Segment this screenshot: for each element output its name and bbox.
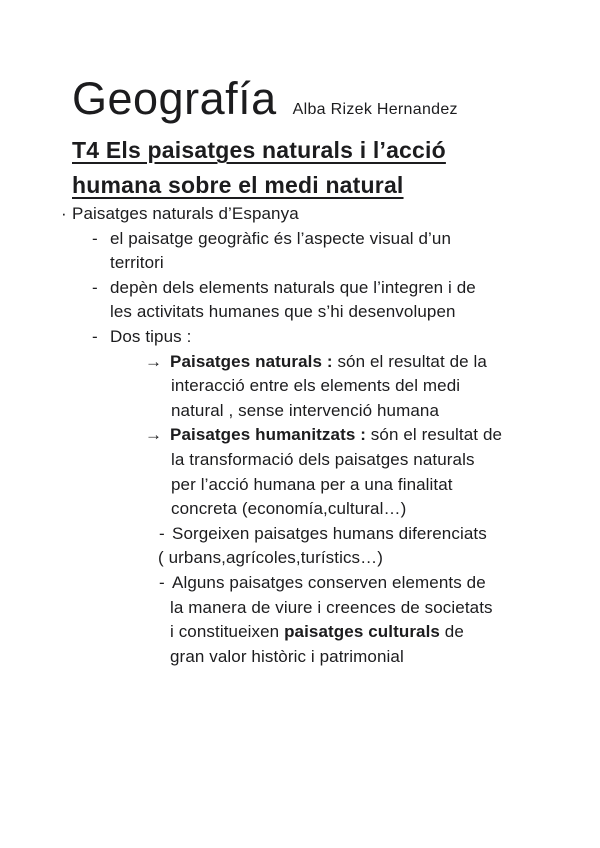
note-line [0,423,600,448]
topic-heading-line-2: humana sobre el medi natural [72,172,404,198]
note-text: són el resultat de la [332,351,487,371]
note-line [0,522,600,547]
note-text: la transformació dels paisatges naturals [171,449,475,469]
dash-marker: - [159,523,165,543]
note-text: Dos tipus : [110,326,192,346]
note-text: depèn dels elements naturals que l’integren i de [110,277,476,297]
bold-term: paisatges culturals [284,622,440,642]
bullet-marker: · [61,204,67,223]
page-title: Geografía [72,73,277,124]
note-line [0,202,600,227]
note-line [0,596,600,621]
bold-term: Paisatges naturals : [170,351,333,371]
dash-marker: - [92,228,98,248]
note-text: concreta (economía,cultural…) [171,499,407,519]
note-text: Alguns paisatges conserven elements de [172,572,486,592]
note-line [0,473,600,498]
note-line [0,571,600,596]
note-text: gran valor històric i patrimonial [170,646,404,666]
note-text: són el resultat de [365,425,503,445]
note-line [0,497,600,522]
note-line [0,251,600,276]
page-header [72,73,458,124]
notes-body [0,202,600,669]
arrow-marker: → [145,425,163,445]
note-text: les activitats humanes que s’hi desenvolupen [110,302,456,322]
author-name: Alba Rizek Hernandez [292,101,458,118]
note-line [0,620,600,645]
topic-heading [72,133,446,203]
note-line [0,325,600,350]
note-text: natural , sense intervenció humana [171,400,440,420]
note-text: ( urbans,agrícoles,turístics…) [158,548,384,568]
note-line [0,276,600,301]
dash-marker: - [159,572,165,592]
note-text: i constitueixen [170,622,285,642]
note-line [0,374,600,399]
note-text: Paisatges naturals d’Espanya [72,204,299,223]
note-line [0,448,600,473]
note-text: interacció entre els elements del medi [171,376,461,396]
note-text: la manera de viure i creences de societats [170,597,493,617]
dash-marker: - [92,326,98,346]
note-text: per l’acció humana per a una finalitat [171,474,453,494]
topic-heading-line-1: T4 Els paisatges naturals i l’acció [72,137,446,163]
note-text: de [439,622,464,642]
arrow-marker: → [145,351,163,371]
note-text: Sorgeixen paisatges humans diferenciats [172,523,487,543]
bold-term: Paisatges humanitzats : [170,425,366,445]
note-line [0,300,600,325]
note-text: territori [110,253,164,273]
note-line [0,399,600,424]
note-line [0,645,600,670]
note-text: el paisatge geogràfic és l’aspecte visual d’un [110,228,452,248]
dash-marker: - [92,277,98,297]
note-line [0,350,600,375]
note-line [0,546,600,571]
note-line [0,227,600,252]
